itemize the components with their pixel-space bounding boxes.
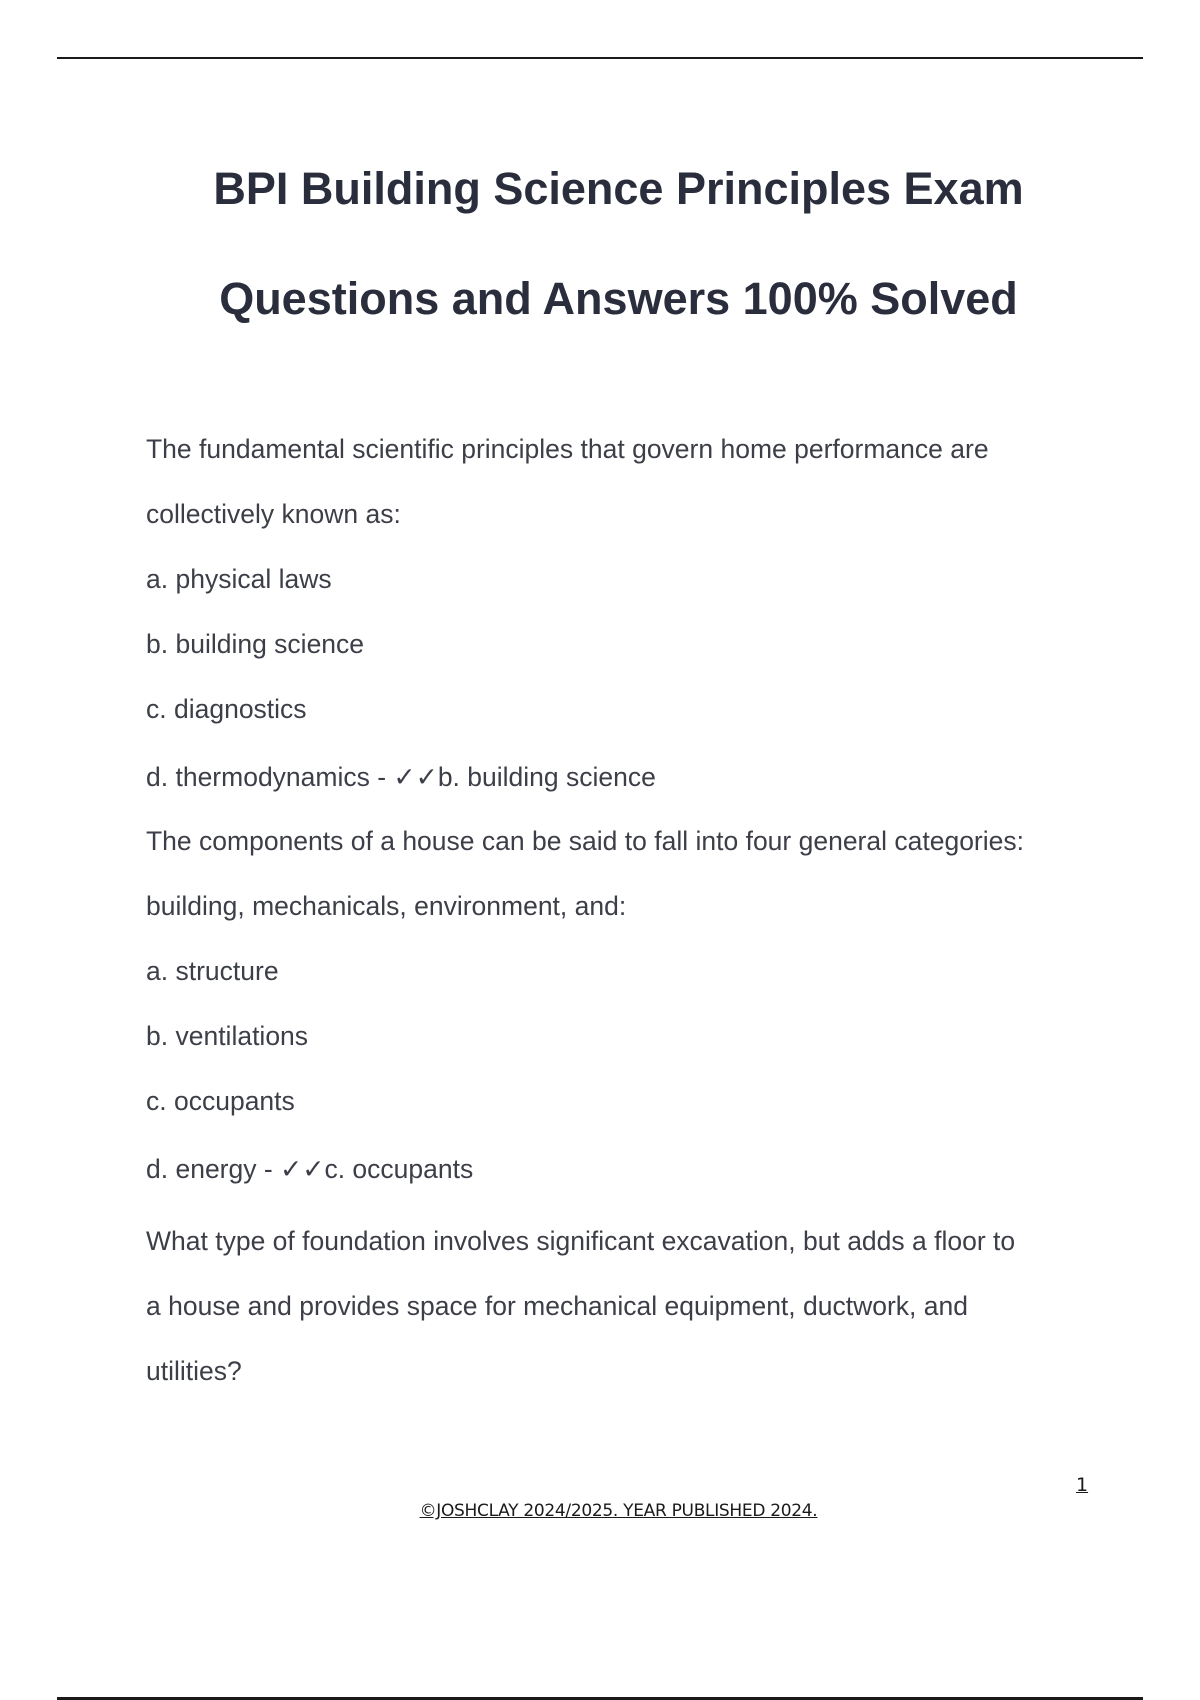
question-line: What type of foundation involves significant excavation, but adds a floor to: [146, 1226, 1016, 1256]
answer-option: a. structure: [146, 956, 279, 986]
page-number: 1: [1076, 1474, 1089, 1496]
question-line: collectively known as:: [146, 499, 401, 529]
answer-option-with-solution: d. thermodynamics - ✓✓b. building science: [146, 762, 656, 792]
top-rule: [57, 57, 1143, 59]
copyright-footer: ©JOSHCLAY 2024/2025. YEAR PUBLISHED 2024.: [419, 1501, 818, 1521]
answer-option: c. occupants: [146, 1086, 295, 1116]
document-body: [146, 417, 1146, 1404]
question-line: building, mechanicals, environment, and:: [146, 891, 627, 921]
question-3: [146, 1209, 1146, 1404]
title-line-2: Questions and Answers 100% Solved: [219, 273, 1018, 324]
answer-option-with-solution: d. energy - ✓✓c. occupants: [146, 1154, 474, 1184]
question-line: The fundamental scientific principles that govern home performance are: [146, 434, 989, 464]
question-1: [146, 417, 1146, 810]
answer-option: b. ventilations: [146, 1021, 309, 1051]
question-line: utilities?: [146, 1356, 242, 1386]
question-line: The components of a house can be said to fall into four general categories:: [146, 826, 1024, 856]
answer-option: b. building science: [146, 629, 365, 659]
answer-option: a. physical laws: [146, 564, 332, 594]
answer-option: c. diagnostics: [146, 694, 307, 724]
question-line: a house and provides space for mechanical equipment, ductwork, and: [146, 1291, 968, 1321]
question-2: [146, 809, 1146, 1202]
title-line-1: BPI Building Science Principles Exam: [213, 163, 1024, 214]
document-title: [0, 134, 1200, 354]
